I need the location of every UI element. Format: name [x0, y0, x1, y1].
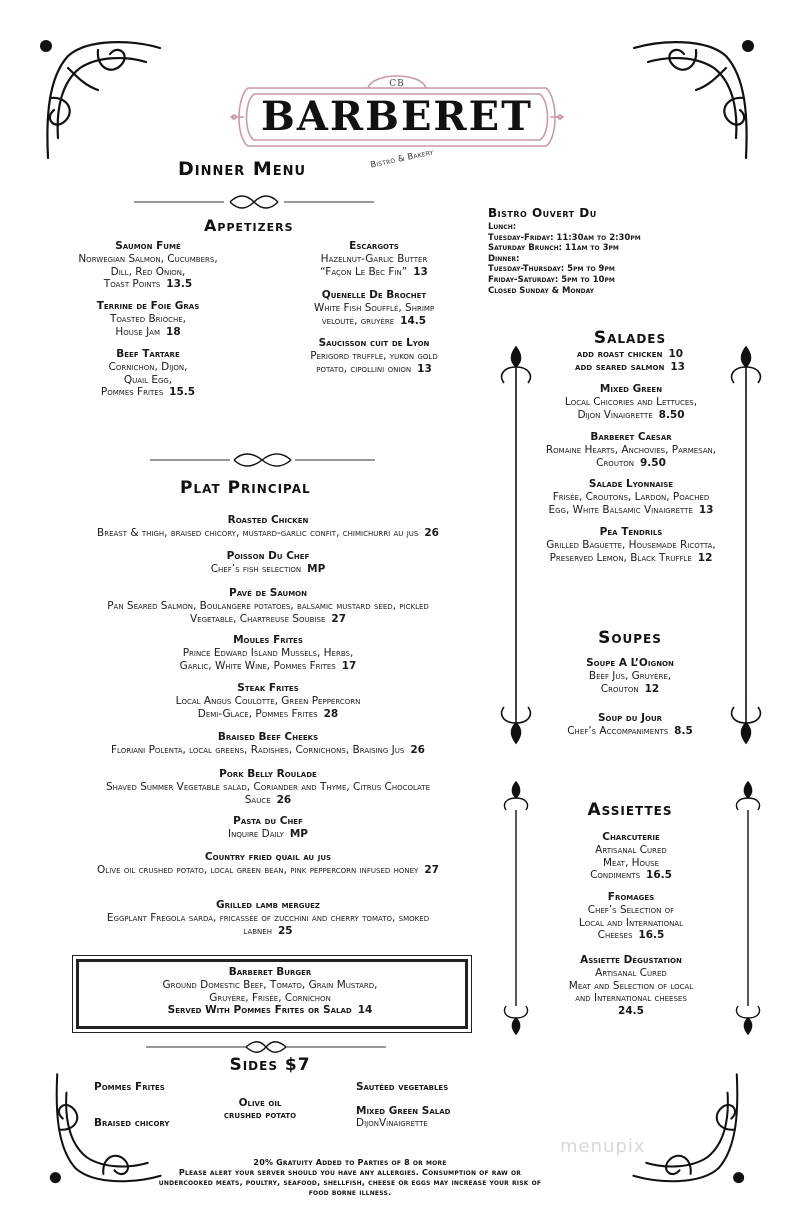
plat-item-desc: Local Angus Coulotte, Green Peppercorn	[175, 694, 361, 707]
salades-addons	[520, 348, 740, 374]
appetizer-item-desc: velouté, gruyère	[321, 314, 395, 327]
plat-item-desc: Olive oil crushed potato, local green bean, pink peppercorn infused honey	[97, 863, 419, 876]
plat-item	[18, 682, 518, 720]
footer-allergy-1: Please alert your server should you have any allergies. Consumption of raw or	[178, 1168, 522, 1177]
hours-line: Closed Sunday & Monday	[488, 285, 595, 296]
plat-item-title: Poisson Du Chef	[226, 550, 310, 562]
soupe-item-desc: Crouton	[600, 682, 639, 695]
logo-brand: BARBERET	[261, 93, 533, 140]
salade-item-desc: Grilled Baguette, Housemade Ricotta,	[546, 538, 716, 551]
plat-item	[18, 851, 518, 877]
side-sauteed-vegetables: Sautéed vegetables	[356, 1081, 449, 1093]
assiette-item-desc: Artisanal Cured	[595, 843, 667, 856]
logo-tagline: Bistro & Bakery	[369, 147, 435, 171]
salade-item-desc: Crouton	[596, 456, 634, 469]
appetizer-item-desc: Perigord truffle, yukon gold	[310, 349, 438, 362]
salade-addon: add roast chicken	[576, 348, 663, 360]
appetizer-item	[48, 300, 248, 338]
plat-item-title: Pavé de Saumon	[229, 587, 307, 599]
plat-item-title: Country fried quail au jus	[204, 851, 332, 863]
plat-item-title: Steak Frites	[237, 682, 299, 694]
salade-item-price: 13	[698, 503, 714, 516]
salade-addon: add seared salmon	[575, 360, 665, 373]
salade-item-desc: Frisée, Croutons, Lardon, Poached	[552, 490, 710, 503]
salade-item-desc: Romaine Hearts, Anchovies, Parmesan,	[545, 443, 717, 456]
divider-ornament-plat	[150, 452, 375, 468]
plat-item-price: 26	[424, 526, 439, 539]
salade-item	[516, 431, 746, 469]
hours-line: Friday-Saturday: 5pm to 10pm	[488, 274, 615, 285]
burger-desc-2: Gruyère, Frisée, Cornichon	[209, 991, 331, 1004]
appetizer-item	[48, 348, 248, 399]
burger-name: Barberet Burger	[228, 966, 312, 978]
plat-item-price: MP	[307, 562, 326, 575]
menu-title: Dinner Menu	[178, 158, 307, 180]
sides-heading: Sides $7	[229, 1055, 311, 1075]
footer-allergy-2: undercooked meats, poultry, seafood, shellfish, cheese or eggs may increase your risk of	[158, 1178, 542, 1187]
appetizer-item-desc: Norwegian Salmon, Cucumbers,	[78, 252, 218, 265]
plat-item-desc: Demi-Glace, Pommes Frites	[197, 707, 318, 720]
appetizer-item-desc: Pommes Frites	[100, 386, 164, 399]
plat-item-title: Braised Beef Cheeks	[217, 731, 319, 743]
plat-item-price: 26	[410, 743, 425, 756]
appetizer-item-title: Saucisson cuit de Lyon	[318, 337, 430, 349]
salade-item-price: 9.50	[639, 456, 666, 469]
plat-item-desc: Inquire Daily	[228, 827, 284, 840]
side-mixed-green-salad: Mixed Green Salad	[356, 1105, 451, 1117]
salade-item-desc: Local Chicories and Lettuces,	[564, 395, 698, 408]
plat-item-price: 27	[424, 863, 439, 876]
appetizer-item-desc: House Jam	[115, 325, 161, 338]
plat-item-price: 17	[341, 659, 357, 672]
appetizer-item-desc: Toasted Brioche,	[109, 312, 186, 325]
salade-item-title: Pea Tendrils	[599, 526, 663, 538]
burger-served: Served With Pommes Frites or Salad	[167, 1004, 352, 1017]
plat-item-title: Grilled lamb merguez	[215, 899, 321, 911]
hours-line: Tuesday-Friday: 11:30am to 2:30pm	[488, 232, 641, 243]
hours-title: Bistro Ouvert Du	[488, 206, 597, 220]
soupe-item-title: Soup du Jour	[597, 712, 663, 724]
assiette-item-desc: and International cheeses	[575, 992, 687, 1005]
plat-item-price: 25	[277, 924, 293, 937]
plat-item-desc: Eggplant Fregola sarda, fricassée of zucchini and cherry tomato, smoked	[106, 911, 430, 924]
plat-item-desc: Garlic, White Wine, Pommes Frites	[179, 659, 336, 672]
footer-allergy-3: food borne illness.	[308, 1188, 392, 1197]
plat-item-desc: Pan Seared Salmon, Boulangere potatoes, balsamic mustard seed, pickled	[107, 599, 429, 612]
soupe-item-desc: Beef Jus, Gruyère,	[588, 669, 672, 682]
plat-item-title: Pork Belly Roulade	[219, 768, 317, 780]
appetizer-item-title: Quenelle De Brochet	[321, 289, 427, 301]
appetizer-item-desc: White Fish Soufflé, Shrimp	[313, 301, 435, 314]
plat-item-desc: Sauce	[244, 793, 271, 806]
appetizer-item-price: 15.5	[169, 386, 196, 399]
salade-item-title: Salade Lyonnaise	[588, 478, 674, 490]
divider-ornament-top	[134, 194, 374, 210]
soupe-item	[530, 712, 730, 738]
plat-item-desc: Shaved Summer Vegetable salad, Coriander and Thyme, Citrus Chocolate	[105, 780, 430, 793]
plat-heading: Plat Principal	[180, 478, 311, 498]
plat-item-title: Moules Frites	[233, 634, 303, 646]
plat-item-price: 28	[323, 707, 339, 720]
soupe-item-title: Soupe A L’Oignon	[586, 657, 674, 669]
assiette-item-price: 16.5	[638, 929, 665, 942]
plat-item	[18, 587, 518, 625]
plat-item	[18, 514, 518, 540]
plat-item-price: 26	[276, 793, 292, 806]
assiette-item	[516, 954, 746, 1018]
assiette-item-desc: Condiments	[590, 869, 641, 882]
appetizer-item-desc: Toast Points	[103, 278, 161, 291]
plat-item	[18, 634, 518, 672]
salade-item-desc: Preserved Lemon, Black Truffle	[549, 551, 692, 564]
assiette-item	[516, 831, 746, 882]
side-olive-oil: Olive oil	[238, 1097, 282, 1109]
plat-item-desc: Breast & thigh, braised chicory, mustard-garlic confit, chimichurri au jus	[97, 526, 419, 539]
assiette-item-desc: Artisanal Cured	[595, 966, 667, 979]
appetizer-item	[276, 289, 472, 327]
appetizers-heading: Appetizers	[204, 216, 294, 235]
salades-heading: Salades	[593, 328, 667, 348]
hours-line: Dinner:	[488, 253, 520, 264]
footer-gratuity: 20% Gratuity Added to Parties of 8 or more	[253, 1158, 447, 1167]
salade-addon-price: 10	[668, 348, 684, 360]
plat-item-desc: Vegetable, Chartreuse Soubise	[189, 612, 326, 625]
soupe-item-price: 8.5	[674, 724, 693, 737]
corner-flourish-bottom-right	[626, 1060, 746, 1190]
plat-item	[18, 899, 518, 937]
plat-item	[18, 815, 518, 841]
plat-item-title: Pasta du Chef	[233, 815, 303, 827]
soupe-item-desc: Chef’s Accompaniments	[567, 724, 669, 737]
appetizer-item	[48, 240, 248, 291]
appetizer-item-price: 14.5	[400, 314, 427, 327]
plat-item	[18, 731, 518, 757]
appetizer-item-price: 13.5	[166, 278, 193, 291]
side-braised-chicory: Braised chicory	[94, 1117, 170, 1129]
appetizer-item-price: 13	[417, 362, 432, 375]
assiette-item-title: Fromages	[607, 891, 655, 903]
divider-ornament-sides	[146, 1040, 386, 1054]
plat-item-desc: labneh	[243, 924, 272, 937]
logo-monogram: CB	[389, 79, 405, 89]
salade-addon-price: 13	[670, 360, 685, 373]
appetizer-item-price: 13	[413, 265, 428, 278]
side-dijon-vinaigrette: DijonVinaigrette	[356, 1117, 428, 1129]
burger-price: 14	[357, 1004, 373, 1017]
menupix-watermark: menupix	[560, 1136, 646, 1157]
assiette-item-desc: Meat and Selection of local	[568, 979, 694, 992]
appetizer-item-desc: Hazelnut-Garlic Butter	[320, 252, 428, 265]
corner-flourish-top-left	[38, 38, 168, 168]
burger-item	[80, 966, 460, 1017]
appetizer-item-desc: Quail Egg,	[123, 373, 173, 386]
side-crushed-potato: crushed potato	[223, 1109, 297, 1121]
assiette-item-desc: Cheeses	[597, 929, 633, 942]
hours-line: Saturday Brunch: 11am to 3pm	[488, 243, 619, 254]
appetizer-item	[276, 337, 472, 375]
plat-item-desc: Chef’s fish selection	[210, 562, 302, 575]
salade-item	[516, 526, 746, 564]
appetizer-item-desc: Dill, Red Onion,	[110, 265, 186, 278]
hours-line: Tuesday-Thursday: 5pm to 9pm	[488, 264, 615, 275]
appetizer-item-title: Escargots	[349, 240, 399, 252]
appetizer-item	[276, 240, 472, 278]
assiette-item	[516, 891, 746, 942]
soupe-item-price: 12	[644, 682, 660, 695]
salade-item-desc: Egg, White Balsamic Vinaigrette	[548, 503, 693, 516]
appetizer-item-price: 18	[166, 325, 181, 338]
assiettes-heading: Assiettes	[587, 800, 673, 820]
plat-item-title: Roasted Chicken	[227, 514, 309, 526]
hours-block	[488, 222, 641, 296]
appetizer-item-desc: potato, cipollini onion	[316, 362, 412, 375]
salade-item	[516, 383, 746, 421]
plat-item	[18, 768, 518, 806]
assiette-item-title: Assiette Dégustation	[580, 954, 682, 966]
appetizer-item-title: Beef Tartare	[116, 348, 180, 360]
salade-item-desc: Dijon Vinaigrette	[577, 408, 653, 421]
plat-item-desc: Prince Edward Island Mussels, Herbs,	[182, 646, 354, 659]
plat-item-desc: Floriani Polenta, local greens, Radishes, Cornichons, Braising Jus	[111, 743, 405, 756]
hours-line: Lunch:	[488, 222, 517, 232]
burger-desc-1: Ground Domestic Beef, Tomato, Grain Mustard,	[162, 978, 378, 991]
appetizer-item-title: Terrine de Foie Gras	[96, 300, 200, 312]
soupe-item	[530, 657, 730, 695]
appetizer-item-desc: Cornichon, Dijon,	[108, 360, 188, 373]
side-pommes-frites: Pommes Frites	[94, 1081, 165, 1093]
plat-item-price: 27	[331, 612, 347, 625]
assiette-item-desc: Local and International	[578, 916, 684, 929]
assiette-item-desc: Chef’s Selection of	[587, 903, 675, 916]
salade-item	[516, 478, 746, 516]
plat-item-price: MP	[289, 827, 308, 840]
corner-flourish-top-right	[626, 38, 756, 168]
soupes-heading: Soupes	[598, 628, 662, 648]
assiette-item-price: 24.5	[618, 1005, 644, 1018]
plat-item	[18, 550, 518, 576]
assiette-item-title: Charcuterie	[602, 831, 660, 843]
salade-item-title: Barberet Caesar	[590, 431, 672, 443]
salade-item-price: 8.50	[658, 408, 685, 421]
appetizer-item-desc: “Façon Le Bec Fin”	[320, 265, 408, 278]
salade-item-title: Mixed Green	[599, 383, 663, 395]
appetizer-item-title: Saumon Fumé	[115, 240, 181, 252]
assiette-item-price: 16.5	[646, 869, 672, 882]
salade-item-price: 12	[697, 551, 713, 564]
assiette-item-desc: Meat, House	[602, 856, 660, 869]
